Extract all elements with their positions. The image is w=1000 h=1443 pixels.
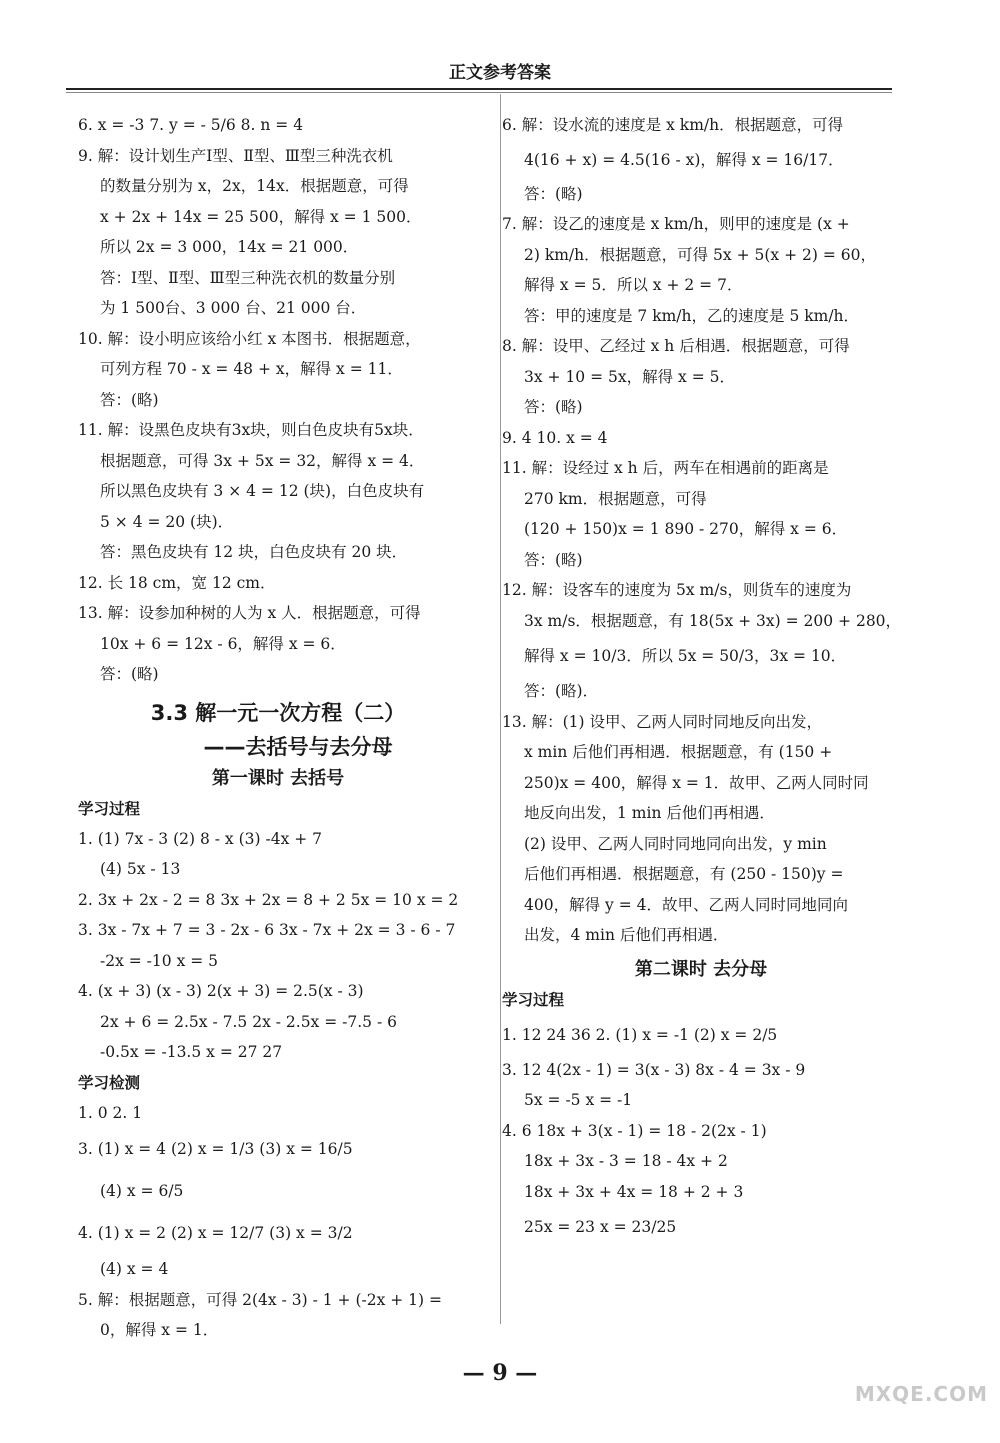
answer-line: 答：甲的速度是 7 km/h，乙的速度是 5 km/h． [524,306,860,325]
answer-line: 12. 解：设客车的速度为 5x m/s，则货车的速度为 [502,581,852,599]
lesson-title: 第一课时 去括号 [211,767,345,789]
answer-line: x + 2x + 14x = 25 500，解得 x = 1 500． [100,207,422,226]
answer-line: 6. x = -3 7. y = - 5/6 8. n = 4 [78,116,304,134]
answer-line: 400，解得 y = 4．故甲、乙两人同时同地同向 [524,895,848,914]
answer-line: 250)x = 400，解得 x = 1．故甲、乙两人同时同 [524,773,869,792]
answer-line: 11. 解：设黑色皮块有3x块，则白色皮块有5x块． [78,421,424,439]
answer-line: 可列方程 70 - x = 48 + x，解得 x = 11． [100,360,403,378]
answer-line: 9. 解：设计划生产Ⅰ型、Ⅱ型、Ⅲ型三种洗衣机 [78,146,393,165]
answer-line: 25x = 23 x = 23/25 [524,1218,677,1236]
answer-line: 5 × 4 = 20 (块)． [100,512,234,531]
answer-line: 3. 3x - 7x + 7 = 3 - 2x - 6 3x - 7x + 2x = 3 - 6 - 7 [78,921,456,939]
answer-line: 0，解得 x = 1． [100,1321,219,1339]
answer-line: 答：(略) [100,665,159,683]
answer-line: 9. 4 10. x = 4 [502,428,608,447]
answer-line: 270 km．根据题意，可得 [524,489,707,508]
answer-line: 3. (1) x = 4 (2) x = 1/3 (3) x = 16/5 [78,1140,353,1158]
answer-line: 6. 解：设水流的速度是 x km/h．根据题意，可得 [502,116,844,134]
answer-line: 答：(略) [100,390,159,409]
lesson-title: 第二课时 去分母 [634,958,768,980]
subsection-heading: 学习检测 [78,1073,141,1092]
answer-line: -2x = -10 x = 5 [100,951,219,970]
answer-line: 5. 解：根据题意，可得 2(4x - 3) - 1 + (-2x + 1) = [78,1290,443,1309]
column-divider [500,94,501,1324]
section-title: 3.3 解一元一次方程（二） [150,700,406,725]
watermark-logo: MXQE.COM [854,1382,988,1406]
answer-line: 4. (x + 3) (x - 3) 2(x + 3) = 2.5(x - 3) [78,982,364,1000]
answer-line: 2. 3x + 2x - 2 = 8 3x + 2x = 8 + 2 5x = 10 x = 2 [78,890,459,909]
answer-line: 答：黑色皮块有 12 块，白色皮块有 20 块． [100,543,408,561]
page-header-title: 正文参考答案 [449,63,551,83]
answer-line: (4) x = 6/5 [100,1182,184,1200]
answer-line: 1. 12 24 36 2. (1) x = -1 (2) x = 2/5 [502,1025,778,1044]
answer-line: 解得 x = 10/3．所以 5x = 50/3，3x = 10． [524,647,847,665]
page-number: — 9 — [462,1360,538,1386]
answer-line: 7. 解：设乙的速度是 x km/h，则甲的速度是 (x + [502,215,850,233]
answer-line: 2x + 6 = 2.5x - 7.5 2x - 2.5x = -7.5 - 6 [100,1012,397,1031]
answer-line: 根据题意，可得 3x + 5x = 32，解得 x = 4． [100,451,425,470]
answer-line: 为 1 500台、3 000 台、21 000 台． [100,299,367,317]
answer-line: 4(16 + x) = 4.5(16 - x)，解得 x = 16/17． [524,150,844,169]
answer-line: -0.5x = -13.5 x = 27 27 [100,1043,283,1061]
answer-line: 18x + 3x - 3 = 18 - 4x + 2 [524,1152,728,1170]
answer-line: 1. (1) 7x - 3 (2) 8 - x (3) -4x + 7 [78,829,323,848]
answer-line: (4) x = 4 [100,1260,169,1278]
answer-line: 18x + 3x + 4x = 18 + 2 + 3 [524,1182,744,1201]
answer-line: 后他们再相遇．根据题意，有 (250 - 150)y = [524,865,844,883]
section-subtitle: ——去括号与去分母 [203,734,393,759]
answer-line: 1. 0 2. 1 [78,1103,143,1122]
answer-line: 8. 解：设甲、乙经过 x h 后相遇．根据题意，可得 [502,337,850,355]
subsection-heading: 学习过程 [78,799,141,818]
answer-line: 13. 解：设参加种树的人为 x 人．根据题意，可得 [78,604,421,622]
answer-line: 解得 x = 5．所以 x + 2 = 7． [524,276,743,294]
answer-line: 答：(略) [524,398,583,416]
answer-line: x min 后他们再相遇．根据题意，有 (150 + [524,743,833,761]
right-column [502,110,900,1247]
answer-line: 答：Ⅰ型、Ⅱ型、Ⅲ型三种洗衣机的数量分别 [100,268,396,287]
left-column [78,110,478,1346]
answer-line: (120 + 150)x = 1 890 - 270，解得 x = 6． [524,520,848,538]
answer-line: 4. (1) x = 2 (2) x = 12/7 (3) x = 3/2 [78,1224,353,1242]
header-rule [66,88,892,90]
answer-line: 5x = -5 x = -1 [524,1091,633,1109]
header-rule-thin [66,92,892,93]
answer-line: 12. 长 18 cm，宽 12 cm． [78,573,276,592]
answer-line: 的数量分别为 x，2x，14x．根据题意，可得 [100,177,409,195]
subsection-heading: 学习过程 [502,990,565,1009]
answer-line: 地反向出发，1 min 后他们再相遇． [524,804,775,822]
answer-line: (4) 5x - 13 [100,860,181,878]
answer-line: 10x + 6 = 12x - 6，解得 x = 6． [100,634,346,653]
answer-line: 答：(略) [524,550,583,569]
answer-line: 3x + 10 = 5x，解得 x = 5． [524,367,735,386]
answer-line: 11. 解：设经过 x h 后，两车在相遇前的距离是 [502,459,829,477]
answer-line: 10. 解：设小明应该给小红 x 本图书．根据题意， [78,329,421,348]
answer-line: 3x m/s．根据题意，有 18(5x + 3x) = 200 + 280， [524,611,902,630]
answer-line: 4. 6 18x + 3(x - 1) = 18 - 2(2x - 1) [502,1121,767,1140]
answer-line: 所以黑色皮块有 3 × 4 = 12 (块)，白色皮块有 [100,482,425,500]
answer-line: (2) 设甲、乙两人同时同地同向出发，y min [524,834,827,853]
answer-line: 答：(略)． [524,682,599,700]
answer-line: 2) km/h．根据题意，可得 5x + 5(x + 2) = 60， [524,245,876,264]
answer-line: 3. 12 4(2x - 1) = 3(x - 3) 8x - 4 = 3x - 9 [502,1060,806,1079]
answer-line: 所以 2x = 3 000，14x = 21 000． [100,238,359,256]
answer-line: 13. 解：(1) 设甲、乙两人同时同地反向出发， [502,712,822,731]
answer-line: 出发，4 min 后他们再相遇． [524,926,729,944]
answer-line: 答：(略) [524,184,583,203]
